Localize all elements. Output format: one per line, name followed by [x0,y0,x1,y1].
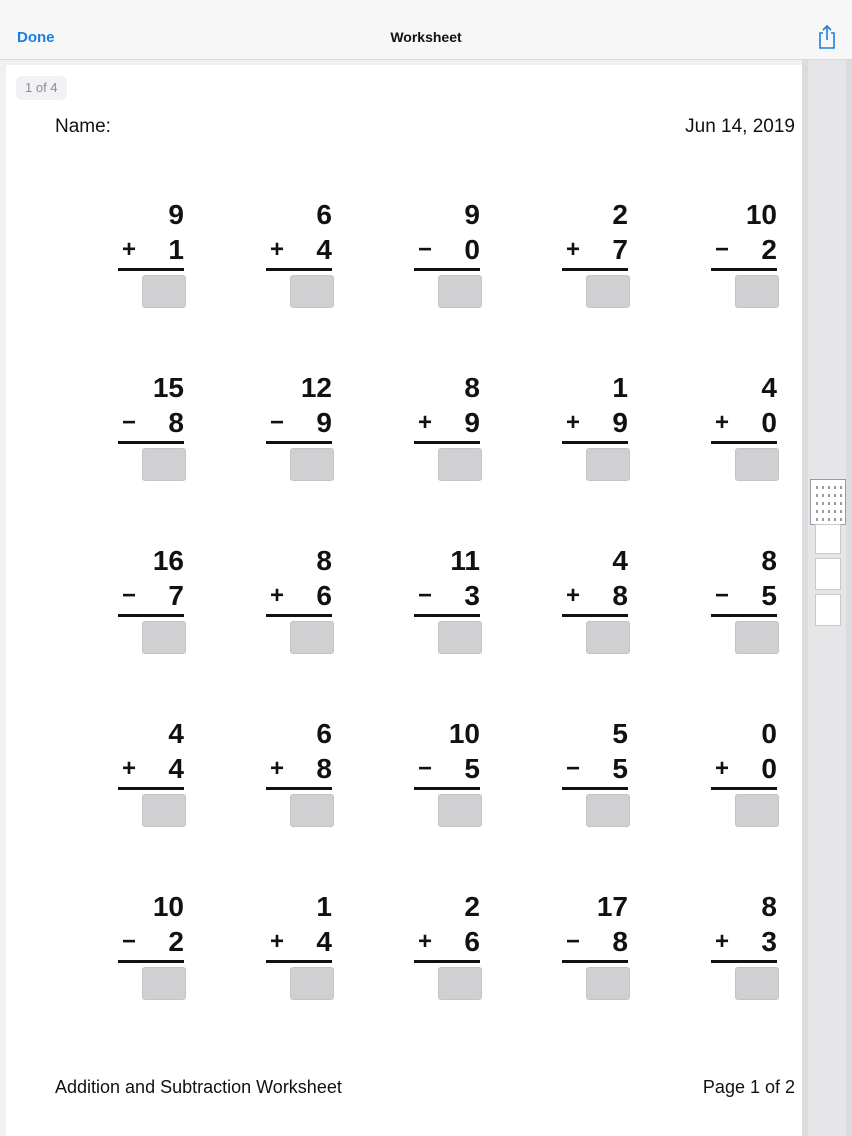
problem-operator: + [122,236,137,263]
problem-top-number: 12 [300,372,332,403]
done-button[interactable]: Done [17,29,55,46]
math-problem [118,892,184,987]
math-problem [711,892,777,987]
problem-operator: − [122,928,137,955]
problem-bottom-number: 8 [168,407,184,438]
math-problem [414,200,480,295]
problem-top-number: 11 [450,545,480,576]
problem-rule [118,787,184,790]
answer-box[interactable] [735,448,779,481]
problem-top-number: 10 [448,718,480,749]
problem-rule [414,960,480,963]
math-problem [711,200,777,295]
math-problem [118,373,184,468]
problem-top-number: 8 [761,545,777,576]
problem-bottom-number: 8 [612,580,628,611]
problem-bottom-number: 9 [464,407,480,438]
answer-box[interactable] [438,275,482,308]
answer-box[interactable] [438,967,482,1000]
problem-rule [562,960,628,963]
problem-rule [562,441,628,444]
problem-top-number: 5 [612,718,628,749]
math-problem [414,892,480,987]
page-counter: 1 of 4 [16,76,67,100]
problem-operator: − [418,236,433,263]
problem-bottom-number: 5 [761,580,777,611]
math-problem [562,546,628,641]
problem-operator: + [566,236,581,263]
answer-box[interactable] [735,967,779,1000]
problem-operator: + [418,409,433,436]
worksheet-footer-page: Page 1 of 2 [702,1077,795,1097]
answer-box[interactable] [142,275,186,308]
problem-operator: − [715,236,730,263]
problem-bottom-number: 0 [761,407,777,438]
problem-operator: + [270,236,285,263]
problem-rule [118,268,184,271]
problem-rule [562,614,628,617]
answer-box[interactable] [290,794,334,827]
problem-operator: − [418,582,433,609]
share-button[interactable] [815,24,839,50]
problem-bottom-number: 3 [464,580,480,611]
problem-operator: − [715,582,730,609]
problem-operator: − [566,755,581,782]
answer-box[interactable] [586,275,630,308]
problem-top-number: 0 [761,718,777,749]
problem-top-number: 10 [152,891,184,922]
page-thumbnail-4[interactable] [815,594,841,626]
problem-bottom-number: 2 [761,234,777,265]
answer-box[interactable] [438,794,482,827]
problem-bottom-number: 4 [316,926,332,957]
math-problem [414,546,480,641]
math-problem [266,719,332,814]
problem-rule [266,441,332,444]
math-problem [562,719,628,814]
answer-box[interactable] [290,275,334,308]
problem-rule [118,614,184,617]
answer-box[interactable] [586,967,630,1000]
math-problem [711,373,777,468]
math-problem [266,546,332,641]
problem-top-number: 15 [152,372,184,403]
problem-bottom-number: 9 [612,407,628,438]
problem-bottom-number: 7 [168,580,184,611]
problem-top-number: 8 [316,545,332,576]
problem-rule [414,614,480,617]
problem-top-number: 9 [464,199,480,230]
problem-rule [711,268,777,271]
math-problem [118,200,184,295]
problem-bottom-number: 0 [761,753,777,784]
problem-top-number: 1 [316,891,332,922]
problem-bottom-number: 4 [168,753,184,784]
answer-box[interactable] [142,967,186,1000]
problem-top-number: 10 [745,199,777,230]
problem-rule [414,441,480,444]
math-problem [414,719,480,814]
problem-bottom-number: 4 [316,234,332,265]
problem-rule [414,787,480,790]
answer-box[interactable] [290,448,334,481]
problem-bottom-number: 6 [316,580,332,611]
answer-box[interactable] [438,621,482,654]
problem-operator: + [715,928,730,955]
problem-top-number: 2 [612,199,628,230]
problem-rule [711,787,777,790]
problem-top-number: 4 [168,718,184,749]
problem-top-number: 2 [464,891,480,922]
date-label: Jun 14, 2019 [685,116,795,137]
answer-box[interactable] [735,621,779,654]
problem-top-number: 6 [316,718,332,749]
math-problem [118,546,184,641]
nav-title: Worksheet [390,29,462,45]
problem-top-number: 17 [596,891,628,922]
problem-bottom-number: 3 [761,926,777,957]
problem-rule [266,960,332,963]
navigation-bar [0,0,852,60]
problem-bottom-number: 2 [168,926,184,957]
math-problem [266,200,332,295]
worksheet-footer-title: Addition and Subtraction Worksheet [55,1077,342,1097]
problem-bottom-number: 5 [612,753,628,784]
problem-top-number: 8 [761,891,777,922]
problem-top-number: 6 [316,199,332,230]
problem-operator: + [270,582,285,609]
problem-operator: − [418,755,433,782]
problem-top-number: 9 [168,199,184,230]
problem-operator: + [715,409,730,436]
answer-box[interactable] [735,794,779,827]
problem-operator: − [122,582,137,609]
problem-bottom-number: 0 [464,234,480,265]
answer-box[interactable] [290,621,334,654]
page-thumbnail-3[interactable] [815,558,841,590]
problem-bottom-number: 7 [612,234,628,265]
problem-top-number: 16 [152,545,184,576]
problem-rule [711,614,777,617]
problem-bottom-number: 1 [168,234,184,265]
page-thumbnail-2[interactable] [815,524,841,554]
math-problem [266,373,332,468]
math-problem [118,719,184,814]
math-problem [711,719,777,814]
answer-box[interactable] [586,794,630,827]
answer-box[interactable] [586,448,630,481]
problem-rule [711,960,777,963]
answer-box[interactable] [142,794,186,827]
problem-top-number: 8 [464,372,480,403]
problem-bottom-number: 9 [316,407,332,438]
answer-box[interactable] [438,448,482,481]
problem-operator: + [566,409,581,436]
problem-bottom-number: 6 [464,926,480,957]
problem-operator: + [270,928,285,955]
problem-operator: − [270,409,285,436]
problem-top-number: 1 [612,372,628,403]
problem-bottom-number: 8 [316,753,332,784]
name-label: Name: [55,116,111,137]
problem-bottom-number: 8 [612,926,628,957]
problem-rule [266,614,332,617]
problem-operator: − [566,928,581,955]
problem-operator: + [715,755,730,782]
problem-bottom-number: 5 [464,753,480,784]
answer-box[interactable] [290,967,334,1000]
math-problem [711,546,777,641]
page-thumbnail-1[interactable] [810,479,846,525]
problem-top-number: 4 [761,372,777,403]
problem-rule [562,268,628,271]
answer-box[interactable] [586,621,630,654]
problem-rule [118,441,184,444]
problem-operator: + [270,755,285,782]
math-problem [562,892,628,987]
math-problem [414,373,480,468]
problem-operator: + [122,755,137,782]
math-problem [562,373,628,468]
problem-rule [266,268,332,271]
problem-rule [562,787,628,790]
answer-box[interactable] [735,275,779,308]
problem-rule [414,268,480,271]
problem-operator: + [566,582,581,609]
problem-operator: + [418,928,433,955]
answer-box[interactable] [142,448,186,481]
problem-rule [266,787,332,790]
share-icon [815,24,839,50]
problem-top-number: 4 [612,545,628,576]
problem-rule [118,960,184,963]
problem-operator: − [122,409,137,436]
math-problem [562,200,628,295]
problem-rule [711,441,777,444]
answer-box[interactable] [142,621,186,654]
math-problem [266,892,332,987]
